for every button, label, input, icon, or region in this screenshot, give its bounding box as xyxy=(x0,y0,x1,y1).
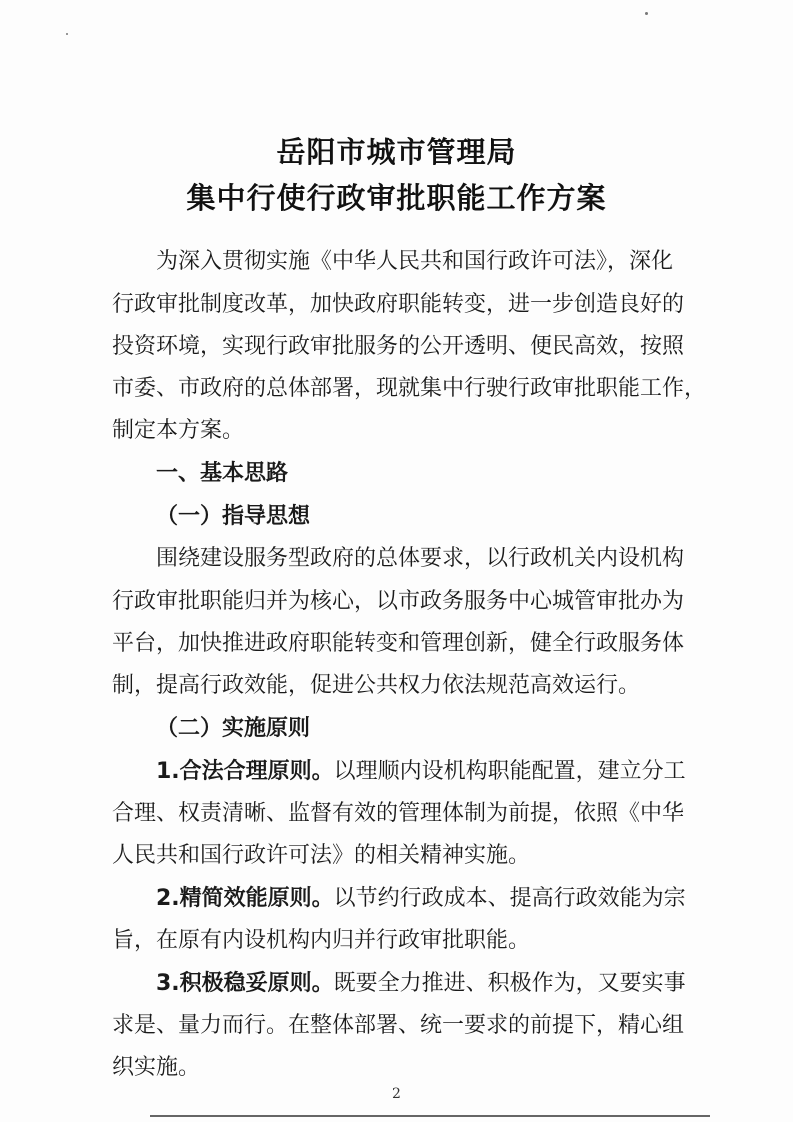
intro-line-3: 投资环境，实现行政审批服务的公开透明、便民高效，按照 xyxy=(112,334,685,359)
intro-line-1: 为深入贯彻实施《中华人民共和国行政许可法》，深化 xyxy=(156,249,674,274)
principle2-lead: 2.精简效能原则。 xyxy=(156,886,334,911)
sub1-heading: （一）指导思想 xyxy=(156,504,311,529)
scan-bottom-edge xyxy=(150,1115,710,1117)
sub2-heading: （二）实施原则 xyxy=(156,716,311,741)
section1-heading: 一、基本思路 xyxy=(156,461,289,486)
principle3-line-2: 求是、量力而行。在整体部署、统一要求的前提下，精心组 xyxy=(112,1013,685,1038)
principle2-line-2: 旨，在原有内设机构内归并行政审批职能。 xyxy=(112,928,531,953)
sub1-line-3: 平台，加快推进政府职能转变和管理创新，健全行政服务体 xyxy=(112,631,685,656)
principle1-text: 以理顺内设机构职能配置，建立分工 xyxy=(333,759,686,784)
sub1-line-2: 行政审批职能归并为核心，以市政务服务中心城管审批办为 xyxy=(112,589,685,614)
principle1-line-3: 人民共和国行政许可法》的相关精神实施。 xyxy=(112,843,531,868)
intro-line-5: 制定本方案。 xyxy=(112,418,245,443)
page-number: 2 xyxy=(392,1086,401,1102)
title-line-1: 岳阳市城市管理局 xyxy=(276,135,517,169)
principle3-text: 既要全力推进、积极作为，又要实事 xyxy=(333,971,686,996)
principle3-line-3: 织实施。 xyxy=(112,1055,201,1080)
principle1-first-line xyxy=(156,757,686,787)
principle2-text: 以节约行政成本、提高行政效能为宗 xyxy=(333,886,686,911)
title-line-2: 集中行使行政审批职能工作方案 xyxy=(186,181,607,215)
principle2-first-line xyxy=(156,884,686,914)
scan-speck xyxy=(645,12,648,15)
principle3-first-line xyxy=(156,969,686,999)
principle1-line-2: 合理、权责清晰、监督有效的管理体制为前提，依照《中华 xyxy=(112,801,685,826)
sub1-line-4: 制，提高行政效能，促进公共权力依法规范高效运行。 xyxy=(112,673,641,698)
intro-line-2: 行政审批制度改革，加快政府职能转变，进一步创造良好的 xyxy=(112,292,685,317)
sub1-line-1: 围绕建设服务型政府的总体要求，以行政机关内设机构 xyxy=(156,546,685,571)
principle3-lead: 3.积极稳妥原则。 xyxy=(156,971,334,996)
intro-line-4: 市委、市政府的总体部署，现就集中行驶行政审批职能工作， xyxy=(112,376,707,401)
principle1-lead: 1.合法合理原则。 xyxy=(156,759,334,784)
scan-speck xyxy=(66,33,68,35)
